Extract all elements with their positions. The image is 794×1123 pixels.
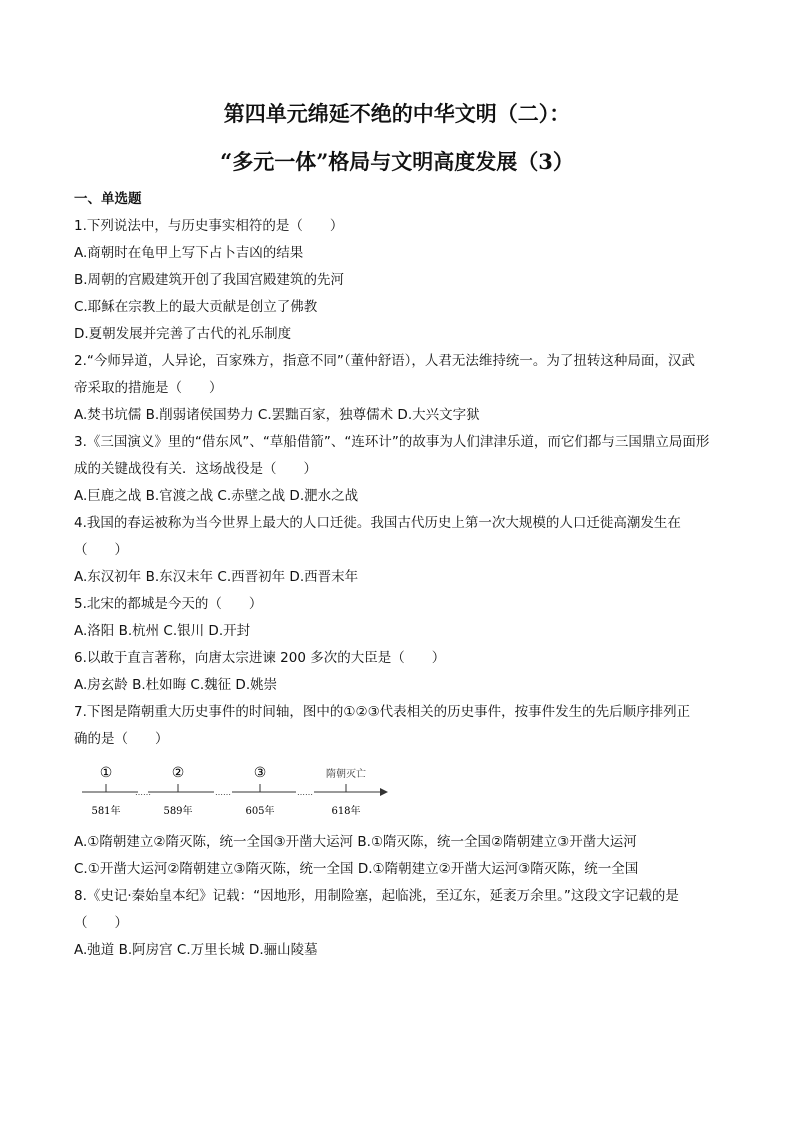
question-1-option-b: B.周朝的宫殿建筑开创了我国宫殿建筑的先河	[74, 272, 345, 288]
question-1-option-c: C.耶稣在宗教上的最大贡献是创立了佛教	[74, 299, 318, 315]
timeline-marker-2: ②	[171, 765, 185, 781]
sui-dynasty-timeline	[74, 760, 404, 822]
question-1-option-d: D.夏朝发展并完善了古代的礼乐制度	[74, 326, 292, 342]
timeline-marker-3: ③	[253, 765, 267, 781]
question-7-stem-cont: 确的是（ ）	[74, 731, 169, 747]
timeline-arrow-icon	[380, 788, 388, 796]
question-4-stem-cont: （ ）	[74, 542, 128, 558]
document-title-line-1: 第四单元绵延不绝的中华文明（二）：	[223, 101, 571, 126]
question-3-stem-cont: 成的关键战役有关．这场战役是（ ）	[74, 461, 317, 477]
timeline-gap: ……	[215, 788, 231, 797]
question-8-options: A.弛道 B.阿房宫 C.万里长城 D.骊山陵墓	[74, 942, 318, 958]
timeline-figure	[74, 760, 404, 822]
question-2-stem: 2.“今师异道，人异论，百家殊方，指意不同”（董仲舒语），人君无法维持统一。为了扭转这种局面，汉武	[74, 353, 695, 369]
question-4-options: A.东汉初年 B.东汉末年 C.西晋初年 D.西晋末年	[74, 569, 359, 585]
question-6-options: A.房玄龄 B.杜如晦 C.魏征 D.姚崇	[74, 677, 278, 693]
question-1-stem: 1.下列说法中，与历史事实相符的是（ ）	[74, 218, 344, 234]
question-1-option-a: A.商朝时在龟甲上写下占卜吉凶的结果	[74, 245, 304, 261]
question-6-stem: 6.以敢于直言著称，向唐太宗进谏 200 多次的大臣是（ ）	[74, 650, 446, 666]
question-2-options: A.焚书坑儒 B.削弱诸侯国势力 C.罢黜百家，独尊儒术 D.大兴文字狱	[74, 407, 480, 423]
question-3-stem: 3.《三国演义》里的“借东风”、“草船借箭”、“连环计”的故事为人们津津乐道，而它们都与三国鼎立局面形	[74, 434, 710, 450]
question-5-stem: 5.北宋的都城是今天的（ ）	[74, 596, 263, 612]
timeline-year-4: 618年	[331, 806, 361, 817]
question-4-stem: 4.我国的春运被称为当今世界上最大的人口迁徙。我国古代历史上第一次大规模的人口迁徙高潮发生在	[74, 515, 681, 531]
question-2-stem-cont: 帝采取的措施是（ ）	[74, 380, 223, 396]
document-title-line-2: “多元一体”格局与文明高度发展（3）	[220, 149, 574, 174]
timeline-marker-1: ①	[99, 765, 113, 781]
question-5-options: A.洛阳 B.杭州 C.银川 D.开封	[74, 623, 251, 639]
question-7-options-cd: C.①开凿大运河②隋朝建立③隋灭陈，统一全国 D.①隋朝建立②开凿大运河③隋灭陈，统一全国	[74, 861, 639, 877]
question-8-stem-cont: （ ）	[74, 915, 128, 931]
section-heading: 一、单选题	[74, 191, 142, 207]
timeline-year-1: 581年	[91, 806, 121, 817]
timeline-year-2: 589年	[163, 806, 193, 817]
timeline-marker-end: 隋朝灭亡	[326, 769, 366, 780]
question-7-options-ab: A.①隋朝建立②隋灭陈，统一全国③开凿大运河 B.①隋灭陈，统一全国②隋朝建立③开凿大运河	[74, 834, 637, 850]
question-8-stem: 8.《史记·秦始皇本纪》记载：“因地形，用制险塞，起临洮，至辽东，延袤万余里。”这段文字记载的是	[74, 888, 679, 904]
timeline-gap: ……	[135, 788, 151, 797]
timeline-year-3: 605年	[245, 806, 275, 817]
question-3-options: A.巨鹿之战 B.官渡之战 C.赤壁之战 D.淝水之战	[74, 488, 359, 504]
timeline-gap: ……	[297, 788, 313, 797]
question-7-stem: 7.下图是隋朝重大历史事件的时间轴，图中的①②③代表相关的历史事件，按事件发生的先后顺序排列正	[74, 704, 691, 720]
